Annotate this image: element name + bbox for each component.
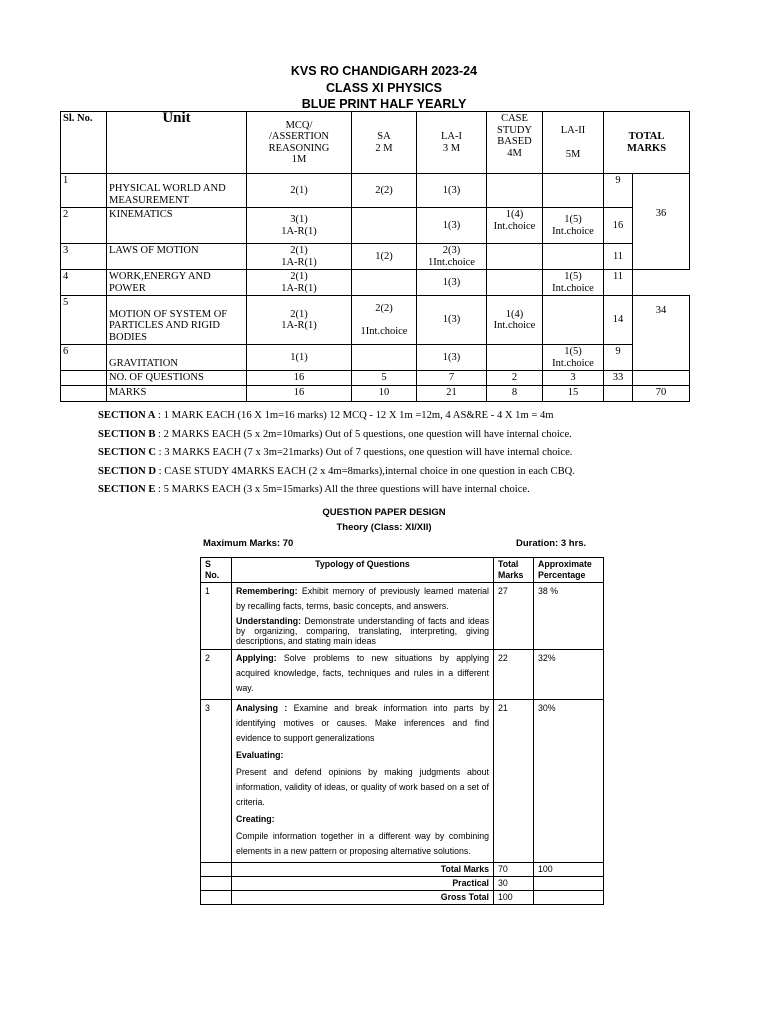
qt-footer-row (201, 891, 604, 905)
header-mcq-1: MCQ/ (285, 119, 313, 131)
row-la2 (543, 270, 604, 296)
nq-sa: 5 (352, 371, 417, 386)
row-cs (487, 174, 543, 208)
section-label: SECTION A (98, 410, 156, 421)
row-subtotal: 11 (604, 270, 633, 296)
qpd-title: QUESTION PAPER DESIGN (322, 507, 446, 518)
row-cs-value: 1(4) (505, 209, 524, 220)
qt-footer-row (201, 863, 604, 877)
nq-empty (61, 371, 107, 386)
qt-footer-label: Practical (232, 877, 494, 891)
header-mcq-4: 1M (291, 154, 307, 165)
marks-la2: 15 (543, 385, 604, 401)
table-row (61, 208, 690, 244)
qt-header-approx (534, 558, 604, 583)
table-row (201, 700, 604, 863)
row-la2 (543, 174, 604, 208)
row-sl: 6 (61, 345, 107, 371)
row-subtotal: 14 (604, 296, 633, 345)
qt-item (236, 812, 489, 827)
qt-footer-marks: 30 (494, 877, 534, 891)
qt-footer-row (201, 877, 604, 891)
row-subtotal: 11 (604, 244, 633, 270)
qt-item (236, 765, 489, 810)
row-mcq-value: 3(1) (290, 214, 308, 225)
qt-footer-empty (201, 863, 232, 877)
qt-footer-percent (534, 877, 604, 891)
marks-cs: 8 (487, 385, 543, 401)
qt-item-text: Examine and break information into parts by identifying motives or causes. Make inferences and find evidence to support generalizations (236, 703, 489, 743)
nq-cs: 2 (487, 371, 543, 386)
qt-sno: 2 (201, 650, 232, 700)
row-sa-value: 2(2) (375, 302, 393, 314)
blueprint-table (60, 111, 690, 402)
row-subtotal: 9 (604, 174, 633, 208)
qt-item-title: Remembering: (236, 586, 298, 596)
row-mcq-ar: 1A-R(1) (281, 225, 317, 237)
qt-item-text: Exhibit memory of previously learned material by recalling facts, terms, basic concepts, and answers. (236, 586, 489, 611)
qt-description (232, 700, 494, 863)
row-la2 (543, 345, 604, 371)
max-marks: Maximum Marks: 70 (203, 538, 294, 549)
row-mcq: 2(1) (247, 174, 352, 208)
row-sl: 1 (61, 174, 107, 208)
marks-sa: 10 (352, 385, 417, 401)
row-la1-value: 2(3) (442, 245, 461, 256)
section-line (98, 410, 575, 429)
row-la1: 1(3) (417, 208, 487, 244)
qt-item-text: Present and defend opinions by making judgments about information, validity of ideas, or quality of work based on a set of criteria. (236, 767, 489, 807)
qt-header-approx-2: Percentage (538, 570, 586, 580)
qt-marks: 21 (494, 700, 534, 863)
qt-footer-empty (201, 891, 232, 905)
table-row (61, 270, 690, 296)
sections-list (98, 410, 575, 503)
row-mcq (247, 244, 352, 270)
row-cs (487, 345, 543, 371)
header-la1-1: LA-I (441, 131, 462, 142)
row-unit: LAWS OF MOTION (107, 244, 247, 270)
row-la1: 1(3) (417, 270, 487, 296)
nq-la1: 7 (417, 371, 487, 386)
row-cs (487, 208, 543, 244)
row-sa-choice: 1Int.choice (360, 326, 408, 337)
qt-header-row (201, 558, 604, 583)
doc-subtitle: BLUE PRINT HALF YEARLY (301, 97, 467, 111)
row-la1 (417, 244, 487, 270)
header-la2-2: 5M (565, 148, 581, 160)
doc-title: KVS RO CHANDIGARH 2023-24 (290, 64, 478, 78)
section-label: SECTION D (98, 465, 156, 477)
qt-item-text: Solve problems to new situations by applying acquired knowledge, facts, techniques and rules in a different way. (236, 653, 489, 693)
qt-footer-marks: 100 (494, 891, 534, 905)
marks-sub (604, 385, 633, 401)
doc-class: CLASS XI PHYSICS (326, 81, 442, 95)
qt-footer-marks: 70 (494, 863, 534, 877)
row-la2-value: 1(5) (564, 271, 582, 282)
group-total: 34 (633, 296, 690, 371)
qt-item (236, 651, 489, 696)
marks-label: MARKS (107, 385, 247, 401)
row-mcq-value: 2(1) (290, 245, 308, 256)
qt-item-text: Demonstrate understanding of facts and ideas by organizing, comparing, translating, interpreting, giving descriptions, and stating main ideas (236, 616, 489, 646)
header-sa (352, 112, 417, 174)
marks-total: 70 (633, 385, 690, 401)
nq-label: NO. OF QUESTIONS (107, 371, 247, 386)
row-la2-choice: Int.choice (552, 282, 594, 294)
row-unit: MOTION OF SYSTEM OF PARTICLES AND RIGID BODIES (107, 296, 247, 345)
qt-percent: 38 % (534, 583, 604, 650)
row-sa (352, 208, 417, 244)
qt-item-title: Applying: (236, 653, 277, 663)
qt-header-sno: S No. (201, 558, 232, 583)
qt-footer-empty (201, 877, 232, 891)
qt-item (236, 584, 489, 614)
qt-footer-percent: 100 (534, 863, 604, 877)
table-row (61, 296, 690, 345)
qt-sno: 1 (201, 583, 232, 650)
section-label: SECTION B (98, 428, 156, 440)
row-sl: 5 (61, 296, 107, 345)
section-text: : 1 MARK EACH (16 X 1m=16 marks) 12 MCQ - 12 X 1m =12m, 4 AS&RE - 4 X 1m = 4m (155, 410, 554, 421)
row-mcq-value: 2(1) (290, 271, 308, 282)
section-line (98, 447, 575, 466)
qt-footer-label: Gross Total (232, 891, 494, 905)
row-mcq-value: 2(1) (290, 308, 308, 320)
row-sa: 2(2) (352, 174, 417, 208)
qt-item-title: Understanding: (236, 616, 301, 626)
marks-row (61, 385, 690, 401)
row-unit: WORK,ENERGY AND POWER (107, 270, 247, 296)
qt-header-total (494, 558, 534, 583)
section-line (98, 484, 575, 503)
header-case-study (487, 112, 543, 174)
qt-percent: 30% (534, 700, 604, 863)
row-la1: 1(3) (417, 174, 487, 208)
section-text: : 5 MARKS EACH (3 x 5m=15marks) All the three questions will have internal choice. (155, 484, 530, 495)
row-sl: 2 (61, 208, 107, 244)
row-cs (487, 244, 543, 270)
header-total-1: TOTAL (628, 131, 665, 142)
header-la1-2: 3 M (442, 142, 461, 154)
qt-item (236, 748, 489, 763)
row-cs-choice: Int.choice (493, 220, 536, 232)
qt-header-approx-1: Approximate (538, 559, 592, 569)
header-cs-3: BASED (497, 136, 532, 147)
table-row (201, 650, 604, 700)
row-mcq (247, 296, 352, 345)
header-total (604, 112, 690, 174)
row-subtotal: 9 (604, 345, 633, 371)
row-unit: KINEMATICS (107, 208, 247, 244)
row-unit: PHYSICAL WORLD AND MEASUREMENT (107, 174, 247, 208)
header-cs-2: STUDY (496, 124, 532, 136)
qt-footer-label: Total Marks (232, 863, 494, 877)
duration: Duration: 3 hrs. (516, 538, 587, 549)
qt-header-typology: Typology of Questions (232, 558, 494, 583)
qt-header-total-2: Marks (498, 570, 524, 580)
qt-header-total-1: Total (498, 559, 519, 569)
header-la2 (543, 112, 604, 174)
section-line (98, 429, 575, 448)
qt-sno: 3 (201, 700, 232, 863)
marks-empty (61, 385, 107, 401)
group-total: 36 (633, 174, 690, 270)
section-line (98, 466, 575, 485)
table-row (61, 345, 690, 371)
marks-la1: 21 (417, 385, 487, 401)
nq-sub: 33 (604, 371, 633, 386)
row-la1: 1(3) (417, 345, 487, 371)
section-label: SECTION C (98, 447, 156, 458)
section-label: SECTION E (98, 484, 156, 495)
qt-marks: 22 (494, 650, 534, 700)
section-text: : 2 MARKS EACH (5 x 2m=10marks) Out of 5 questions, one question will have internal choice. (155, 428, 572, 440)
row-la1-choice: 1Int.choice (428, 256, 475, 268)
row-la2-choice: Int.choice (552, 225, 594, 237)
row-sa (352, 296, 417, 345)
typology-table (200, 557, 604, 905)
row-la2 (543, 244, 604, 270)
header-total-2: MARKS (626, 142, 667, 154)
nq-mcq: 16 (247, 371, 352, 386)
header-mcq-3: REASONING (268, 142, 330, 154)
row-la2-value: 1(5) (564, 346, 582, 357)
row-mcq (247, 270, 352, 296)
row-la2 (543, 296, 604, 345)
header-cs-4: 4M (507, 147, 522, 159)
header-la1 (417, 112, 487, 174)
qt-item (236, 829, 489, 859)
section-text: : 3 MARKS EACH (7 x 3m=21marks) Out of 7 questions, one question will have internal choice. (156, 447, 573, 458)
marks-mcq: 16 (247, 385, 352, 401)
row-mcq-ar: 1A-R(1) (281, 282, 317, 294)
row-cs-choice: Int.choice (493, 320, 536, 331)
row-la2 (543, 208, 604, 244)
table-row (61, 244, 690, 270)
qt-item-title: Evaluating: (236, 750, 284, 760)
qt-percent: 32% (534, 650, 604, 700)
row-mcq (247, 208, 352, 244)
row-unit: GRAVITATION (107, 345, 247, 371)
header-mcq-2: /ASSERTION (268, 131, 330, 142)
qt-item (236, 616, 489, 646)
row-sl: 4 (61, 270, 107, 296)
table-row (61, 174, 690, 208)
qt-description (232, 583, 494, 650)
row-cs (487, 296, 543, 345)
row-sl: 3 (61, 244, 107, 270)
row-subtotal: 16 (604, 208, 633, 244)
header-la2-1: LA-II (560, 125, 586, 136)
table-row (201, 583, 604, 650)
header-sl: Sl. No. (61, 112, 107, 174)
row-mcq: 1(1) (247, 345, 352, 371)
row-cs-value: 1(4) (505, 308, 524, 320)
row-cs (487, 270, 543, 296)
qt-item-title: Creating: (236, 814, 275, 824)
qt-marks: 27 (494, 583, 534, 650)
qt-item (236, 701, 489, 746)
header-sa-2: 2 M (375, 142, 393, 154)
row-mcq-ar: 1A-R(1) (281, 256, 317, 268)
qpd-subtitle: Theory (Class: XI/XII) (336, 522, 432, 533)
nq-la2: 3 (543, 371, 604, 386)
row-sa (352, 345, 417, 371)
qt-item-text: Compile information together in a different way by combining elements in a new pattern or proposing alternative solutions. (236, 831, 489, 856)
row-la1: 1(3) (417, 296, 487, 345)
qt-item-title: Analysing : (236, 703, 288, 713)
row-la2-value: 1(5) (564, 214, 582, 225)
row-mcq-ar: 1A-R(1) (281, 320, 317, 331)
qt-description (232, 650, 494, 700)
table-header-row (61, 112, 690, 174)
row-la2-choice: Int.choice (552, 357, 594, 369)
header-mcq (247, 112, 352, 174)
row-sa (352, 270, 417, 296)
nq-total (633, 371, 690, 386)
header-cs-1: CASE (501, 113, 528, 124)
header-sa-1: SA (377, 131, 391, 142)
no-of-questions-row (61, 371, 690, 386)
header-unit: Unit (107, 112, 247, 174)
row-sa: 1(2) (352, 244, 417, 270)
section-text: : CASE STUDY 4MARKS EACH (2 x 4m=8marks),internal choice in one question in each CBQ. (156, 465, 575, 477)
qt-footer-percent (534, 891, 604, 905)
